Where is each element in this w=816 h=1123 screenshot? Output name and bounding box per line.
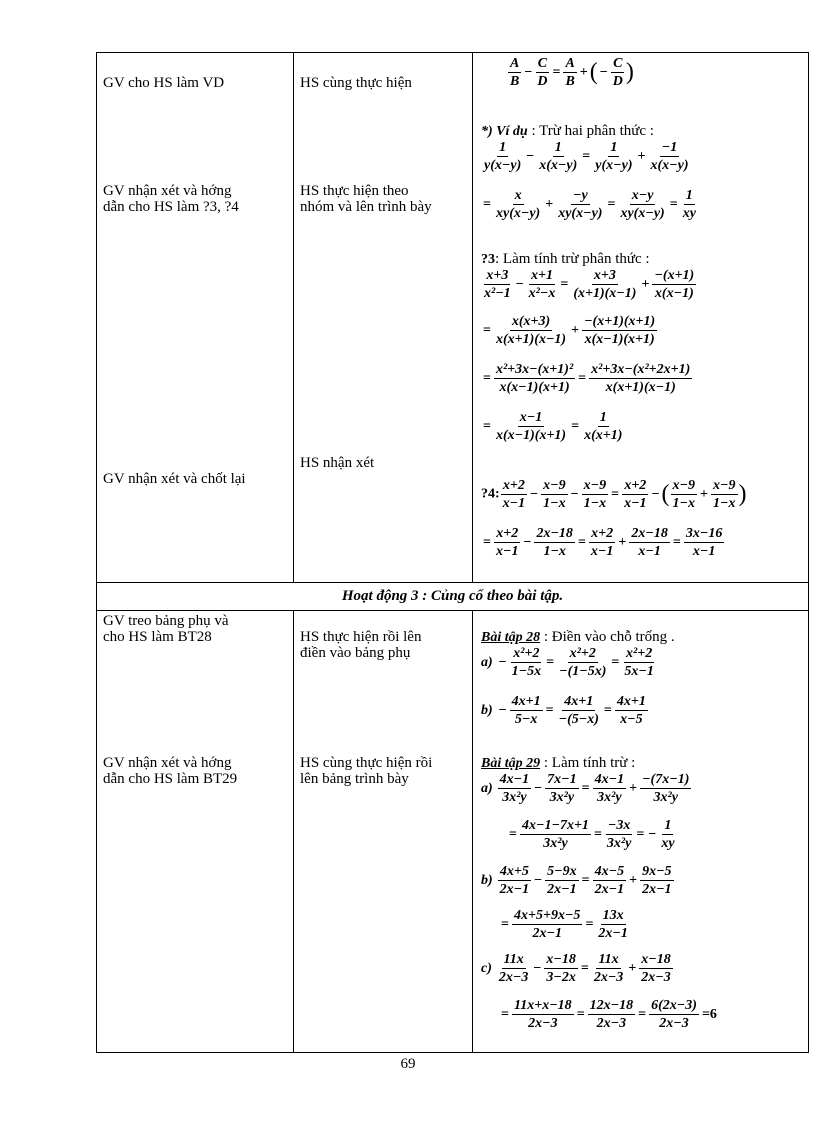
student-activity-cell: [294, 53, 473, 583]
q4-line-2: = $\frac{x+2}{x-1}$ − $\frac{2x-18}{1-x}$ = $\frac{x+2}{x-1}$ + $\frac{2x-18}{x-1}$ = $\frac{3x-16}{x-1}$: [483, 526, 723, 559]
bt29-c-1: c) $\frac{11x}{2x-3}$ − $\frac{x-18}{3-2x}$ = $\frac{11x}{2x-3}$ + $\frac{x-18}{2x-3}$: [481, 952, 671, 985]
content-cell: [473, 53, 809, 583]
teacher-note-2b: dẫn cho HS làm ?3, ?4: [103, 199, 239, 215]
q3-line-2: = $\frac{x(x+3)}{x(x+1)(x-1)}$ + $\frac{-(x+1)(x+1)}{x(x-1)(x+1)}$: [483, 314, 656, 347]
teacher-note-5a: GV nhận xét và hớng: [103, 755, 232, 771]
bt28-label: Bài tập 28: [481, 630, 541, 645]
bt28-a: a) − $\frac{\text{x²+2}}{1-5x}$ = $\frac{\text{x²+2}}{-(1-5x)}$ = $\frac{\text{x²+2}}{5x-1}$: [481, 646, 654, 679]
student-activity-cell-2: [294, 611, 473, 1053]
student-note-2a: HS thực hiện theo: [300, 183, 409, 199]
student-note-2b: nhóm và lên trình bày: [300, 199, 432, 215]
student-note-5a: HS cùng thực hiện rồi: [300, 755, 433, 771]
example-line-1: $\frac{1}{y(x-y)}$ − $\frac{1}{x(x-y)}$ = $\frac{1}{y(x-y)}$ + $\frac{-1}{x(x-y)}$: [484, 140, 689, 173]
example-line-2: = $\frac{x}{xy(x-y)}$ + $\frac{-y}{xy(x-y)}$ = $\frac{x-y}{xy(x-y)}$ = $\frac{1}{xy}$: [483, 188, 696, 221]
teacher-note-4b: cho HS làm BT28: [103, 629, 212, 645]
q4-label: ?4:: [481, 486, 500, 502]
student-note-3: HS nhận xét: [300, 455, 375, 471]
section-heading: Hoạt động 3 : Củng cố theo bài tập.: [97, 583, 809, 611]
bt29-heading: [481, 755, 635, 772]
student-note-1: HS cùng thực hiện: [300, 75, 412, 91]
bt28-heading: [481, 629, 675, 646]
content-cell-2: [473, 611, 809, 1053]
bt29-label: Bài tập 29: [481, 756, 541, 771]
bt29-a-1: a) $\frac{4x-1}{\text{3x²y}}$ − $\frac{7x-1}{\text{3x²y}}$ = $\frac{4x-1}{\text{3x²y}}$ + $\frac{-(7x-1)}{\text{3x²y}}$: [481, 772, 690, 805]
bt29-b-2: = $\frac{4x+5+9x-5}{2x-1}$ = $\frac{13x}{2x-1}$: [501, 908, 628, 941]
example-label: *) Ví dụ: [481, 124, 528, 139]
student-note-4a: HS thực hiện rồi lên: [300, 629, 422, 645]
example-text: : Trừ hai phân thức :: [527, 123, 654, 139]
q3-text: : Làm tính trừ phân thức :: [495, 251, 650, 267]
student-note-5b: lên bảng trình bày: [300, 771, 409, 787]
teacher-note-3: GV nhận xét và chốt lại: [103, 471, 246, 487]
bt29-text: : Làm tính trừ :: [540, 755, 636, 771]
teacher-note-2a: GV nhận xét và hớng: [103, 183, 232, 199]
bt29-c-2: = $\frac{11x+x-18}{2x-3}$ = $\frac{12x-18}{2x-3}$ = $\frac{6(2x-3)}{2x-3}$ =6: [501, 998, 717, 1031]
q3-heading: [481, 251, 650, 268]
teacher-activity-cell-2: [97, 611, 294, 1053]
q3-line-1: $\frac{x+3}{\text{x²−1}}$ − $\frac{x+1}{\text{x²−x}}$ = $\frac{x+3}{(x+1)(x-1)}$ + $\frac{-(x+1)}{x(x-1)}$: [484, 268, 695, 301]
q4-line-1: ?4: $\frac{x+2}{x-1}$ − $\frac{x-9}{1-x}$ − $\frac{x-9}{1-x}$ = $\frac{x+2}{x-1}$ −( $\frac{x-9}{1-x}$ + $\frac{x-9}{1-x}$ ): [481, 478, 747, 511]
teacher-note-1: GV cho HS làm VD: [103, 75, 225, 91]
q3-line-3: = $\frac{\text{x²+3x−(x+1)²}}{x(x-1)(x+1)}$ = $\frac{\text{x²+3x−(x²+2x+1)}}{x(x+1)(x-1)}$: [483, 362, 691, 395]
q3-line-4: = $\frac{x-1}{x(x-1)(x+1)}$ = $\frac{1}{x(x+1)}$: [483, 410, 623, 443]
student-note-4b: điền vào bảng phụ: [300, 645, 411, 661]
bt28-text: : Điền vào chỗ trống .: [540, 629, 675, 645]
bt29-b-1: b) $\frac{4x+5}{2x-1}$ − $\frac{5-9x}{2x-1}$ = $\frac{4x-5}{2x-1}$ + $\frac{9x-5}{2x-1}$: [481, 864, 672, 897]
bt29-a-2: = $\frac{4x-1-7x+1}{\text{3x²y}}$ = $\frac{-3x}{\text{3x²y}}$ = − $\frac{1}{xy}$: [509, 818, 675, 851]
teacher-activity-cell: [97, 53, 294, 583]
example-heading: [481, 123, 654, 140]
rule-formula: $\frac{A}{B}$ − $\frac{C}{D}$ = $\frac{A}{B}$ +( − $\frac{C}{D}$ ): [510, 56, 634, 89]
page-number: 69: [400, 1056, 416, 1072]
q3-label: ?3: [481, 252, 495, 267]
teacher-note-4a: GV treo bảng phụ và: [103, 613, 229, 629]
bt28-b: b) − $\frac{4x+1}{5-x}$ = $\frac{4x+1}{-(5-x)}$ = $\frac{4x+1}{x-5}$: [481, 694, 646, 727]
lesson-table: [96, 52, 809, 1053]
teacher-note-5b: dẫn cho HS làm BT29: [103, 771, 238, 787]
